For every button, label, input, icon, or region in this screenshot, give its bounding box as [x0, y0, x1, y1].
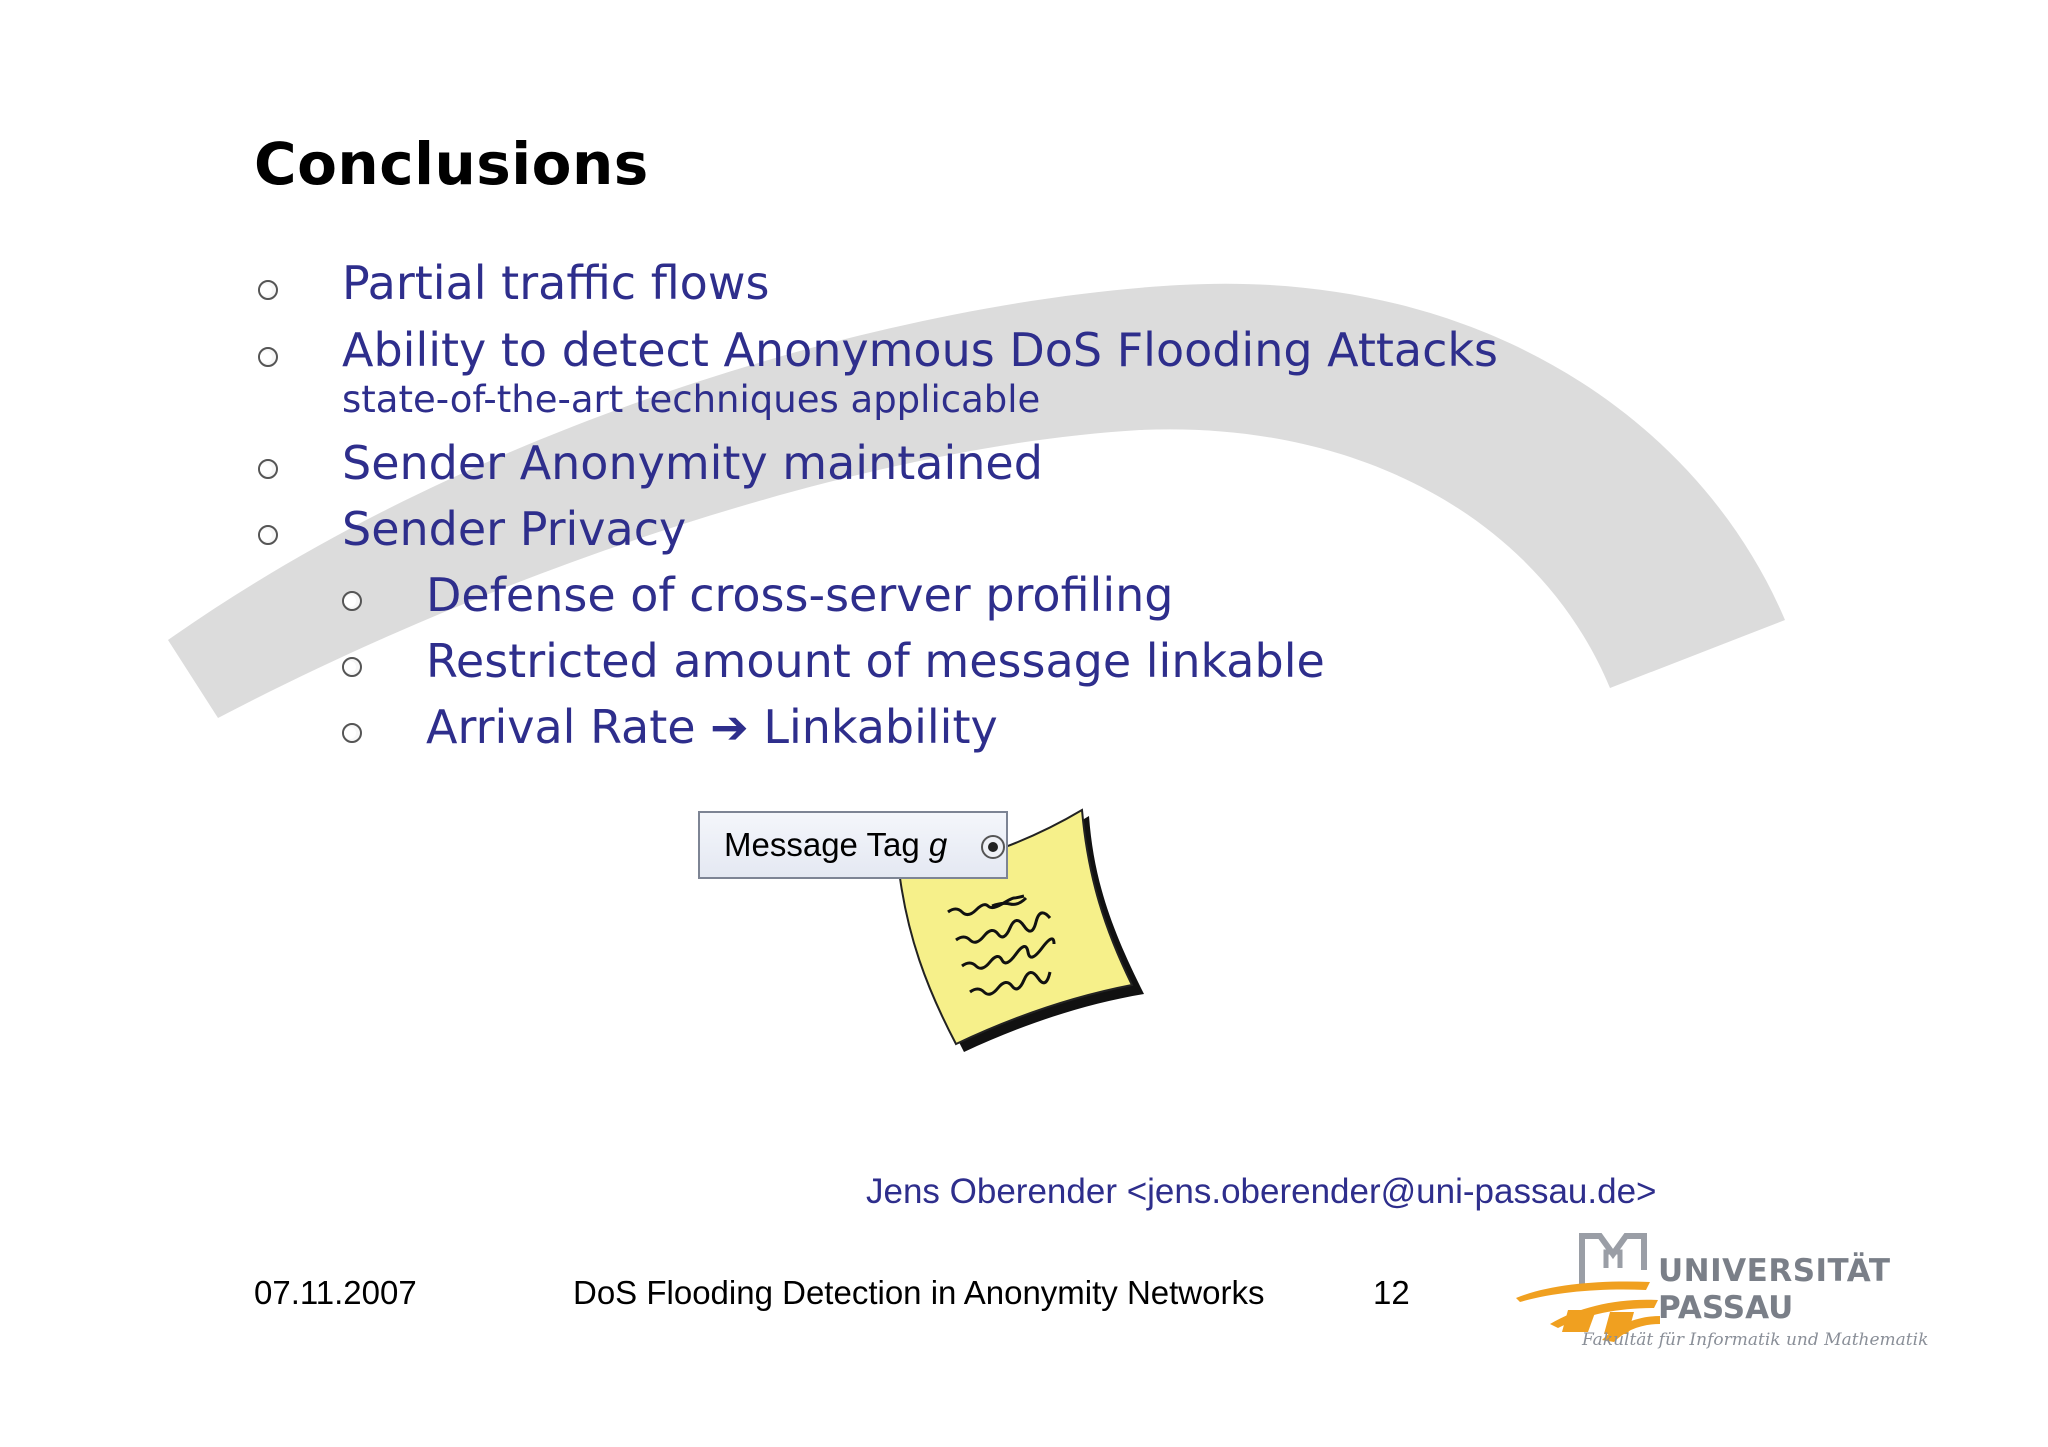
author-contact: Jens Oberender <jens.oberender@uni-passau.de>	[866, 1172, 1657, 1211]
logo-faculty: Fakultät für Informatik und Mathematik	[1582, 1330, 1929, 1350]
bullet-text: Sender Anonymity maintained	[342, 436, 1043, 490]
bullet-text: Sender Privacy	[342, 502, 687, 556]
bullet-text: Defense of cross-server profiling	[426, 568, 1174, 622]
logo-line1: UNIVERSITÄT	[1658, 1253, 1891, 1289]
tag-eyelet-icon	[978, 832, 1008, 862]
bullet-text: Ability to detect Anonymous DoS Flooding Attacks	[342, 323, 1498, 377]
slide-title: Conclusions	[254, 130, 649, 198]
bullet-subtext: state-of-the-art techniques applicable	[342, 378, 1041, 421]
message-tag-label	[698, 811, 1008, 879]
footer-page-number: 12	[1373, 1274, 1410, 1311]
bullet-text: Partial traffic flows	[342, 256, 770, 310]
footer-talk-title: DoS Flooding Detection in Anonymity Networks	[573, 1274, 1265, 1311]
tag-label-text: Message Tag	[724, 826, 920, 863]
bullet-text: Restricted amount of message linkable	[426, 634, 1325, 688]
tag-variable-text: g	[928, 826, 948, 863]
footer-date: 07.11.2007	[254, 1274, 417, 1311]
logo-line2: PASSAU	[1658, 1290, 1794, 1326]
bullet-text: Arrival Rate ➔ Linkability	[426, 700, 998, 754]
